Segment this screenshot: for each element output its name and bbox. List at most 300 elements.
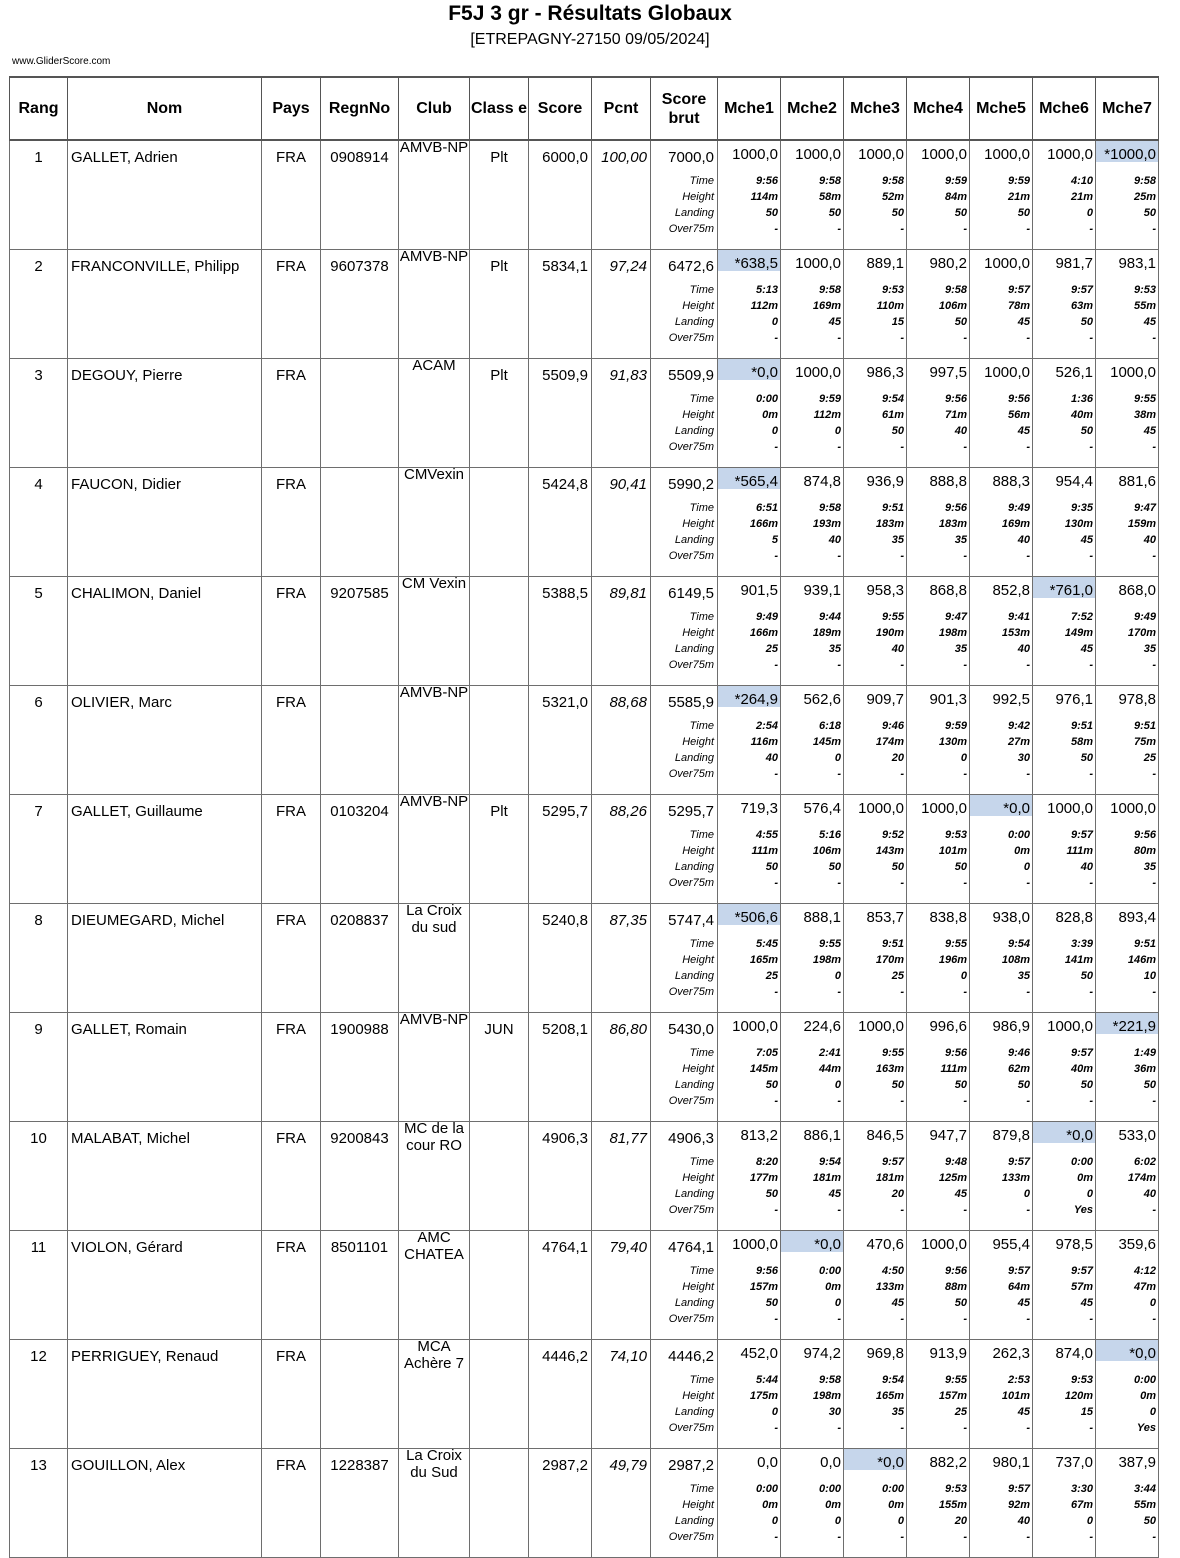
- round-over75m: Yes: [1136, 1422, 1156, 1434]
- round-landing: 50: [1143, 1515, 1156, 1527]
- rank-cell: 7: [10, 795, 68, 904]
- round-time: 9:53: [1070, 1374, 1093, 1386]
- round-score: 913,9: [929, 1345, 967, 1362]
- round-over75m: -: [1089, 986, 1093, 998]
- round-over75m: -: [837, 332, 841, 344]
- dropped-round-score: *0,0: [844, 1449, 906, 1470]
- round-height: 196m: [938, 954, 967, 966]
- detail-labels: [669, 1045, 714, 1109]
- event-subtitle: [ETREPAGNY-27150 09/05/2024]: [470, 31, 710, 48]
- score-cell: 4764,1: [529, 1231, 592, 1340]
- percent-cell: 81,77: [592, 1122, 651, 1231]
- round-landing: 0: [1086, 1515, 1093, 1527]
- round-height: 166m: [749, 627, 778, 639]
- column-header: Score: [529, 77, 592, 140]
- round-time: 3:30: [1070, 1483, 1093, 1495]
- round-time: 0:00: [755, 1483, 778, 1495]
- column-header: Rang: [10, 77, 68, 140]
- rank-cell: 9: [10, 1013, 68, 1122]
- table-row: [10, 1013, 1159, 1122]
- round-landing: 40: [891, 643, 904, 655]
- round-height: 58m: [1070, 736, 1093, 748]
- round-cell: [781, 1013, 844, 1122]
- round-over75m: -: [1026, 877, 1030, 889]
- round-time: 9:49: [755, 611, 778, 623]
- club-name: ACAM: [412, 357, 456, 374]
- raw-score-cell: [651, 577, 718, 686]
- round-over75m: -: [1026, 1204, 1030, 1216]
- round-details: [1008, 1481, 1030, 1545]
- round-time: 9:57: [1070, 1047, 1093, 1059]
- round-height: 155m: [938, 1499, 967, 1511]
- round-cell: [1033, 140, 1096, 250]
- round-landing: 50: [765, 861, 778, 873]
- detail-label: Time: [689, 938, 714, 950]
- round-cell: [844, 250, 907, 359]
- round-height: 146m: [1127, 954, 1156, 966]
- round-over75m: -: [1152, 332, 1156, 344]
- round-time: 9:56: [944, 502, 967, 514]
- pilot-name-cell: GALLET, Adrien: [68, 140, 262, 250]
- round-landing: 0: [834, 1515, 841, 1527]
- detail-label: Over75m: [668, 659, 714, 671]
- round-over75m: -: [1089, 1422, 1093, 1434]
- table-row: [10, 468, 1159, 577]
- round-score: 901,3: [929, 691, 967, 708]
- round-score: 980,2: [929, 255, 967, 272]
- raw-score-cell: [651, 1013, 718, 1122]
- detail-labels: [669, 1481, 714, 1545]
- percent-cell: 74,10: [592, 1340, 651, 1449]
- round-time: 9:46: [881, 720, 904, 732]
- rank-cell: 10: [10, 1122, 68, 1231]
- round-cell: [1096, 359, 1159, 468]
- detail-label: Time: [689, 1156, 714, 1168]
- round-landing: 0: [1149, 1297, 1156, 1309]
- round-time: 0:00: [818, 1265, 841, 1277]
- round-score: 888,1: [803, 909, 841, 926]
- round-height: 61m: [881, 409, 904, 421]
- table-row: [10, 250, 1159, 359]
- round-time: 4:12: [1133, 1265, 1156, 1277]
- round-details: [876, 1263, 904, 1327]
- percent-cell: 97,24: [592, 250, 651, 359]
- table-row: [10, 686, 1159, 795]
- round-height: 71m: [944, 409, 967, 421]
- detail-label: Over75m: [668, 223, 714, 235]
- round-time: 2:41: [818, 1047, 841, 1059]
- round-details: [1008, 827, 1030, 891]
- round-cell: [907, 577, 970, 686]
- round-landing: 50: [828, 207, 841, 219]
- round-details: [814, 391, 841, 455]
- round-height: 125m: [938, 1172, 967, 1184]
- raw-score-value: 5430,0: [668, 1021, 714, 1038]
- round-time: 9:57: [1070, 1265, 1093, 1277]
- round-over75m: -: [900, 768, 904, 780]
- round-cell: [970, 1013, 1033, 1122]
- round-over75m: -: [1026, 1095, 1030, 1107]
- round-height: 157m: [749, 1281, 778, 1293]
- round-landing: 0: [834, 752, 841, 764]
- round-landing: 45: [1017, 1297, 1030, 1309]
- pilot-name-cell: FAUCON, Didier: [68, 468, 262, 577]
- round-landing: 50: [765, 207, 778, 219]
- pilot-name-cell: VIOLON, Gérard: [68, 1231, 262, 1340]
- round-time: 9:46: [1007, 1047, 1030, 1059]
- rank-cell: 6: [10, 686, 68, 795]
- round-score: 947,7: [929, 1127, 967, 1144]
- round-cell: [970, 359, 1033, 468]
- round-time: 3:39: [1070, 938, 1093, 950]
- round-height: 0m: [1077, 1172, 1093, 1184]
- round-score: 874,0: [1055, 1345, 1093, 1362]
- round-over75m: -: [963, 1095, 967, 1107]
- detail-labels: [669, 500, 714, 564]
- round-cell: [970, 577, 1033, 686]
- round-time: 4:50: [881, 1265, 904, 1277]
- rank-cell: 2: [10, 250, 68, 359]
- dropped-round-score: *0,0: [718, 359, 780, 380]
- round-details: [750, 1154, 778, 1218]
- round-details: [1066, 827, 1093, 891]
- round-cell: [1033, 1122, 1096, 1231]
- registration-cell: [321, 359, 399, 468]
- round-height: 141m: [1064, 954, 1093, 966]
- round-height: 21m: [1007, 191, 1030, 203]
- pilot-name-cell: DIEUMEGARD, Michel: [68, 904, 262, 1013]
- round-time: 9:55: [881, 611, 904, 623]
- round-time: 5:45: [755, 938, 778, 950]
- round-over75m: -: [774, 1095, 778, 1107]
- round-landing: 50: [1017, 1079, 1030, 1091]
- dropped-round-score: *0,0: [781, 1231, 843, 1252]
- round-score: 879,8: [992, 1127, 1030, 1144]
- registration-cell: 9207585: [321, 577, 399, 686]
- round-over75m: -: [1026, 441, 1030, 453]
- round-over75m: -: [1026, 223, 1030, 235]
- round-height: 165m: [875, 1390, 904, 1402]
- round-cell: [970, 140, 1033, 250]
- raw-score-cell: [651, 795, 718, 904]
- round-height: 130m: [1064, 518, 1093, 530]
- club-cell: [399, 577, 470, 686]
- round-score: 1000,0: [795, 146, 841, 163]
- round-cell: [1096, 1340, 1159, 1449]
- round-time: 5:44: [755, 1374, 778, 1386]
- class-cell: JUN: [470, 1013, 529, 1122]
- round-height: 0m: [1140, 1390, 1156, 1402]
- detail-label: Height: [682, 1281, 714, 1293]
- round-cell: [1096, 468, 1159, 577]
- round-landing: 25: [1143, 752, 1156, 764]
- club-name: AMVB-NP: [399, 139, 469, 156]
- round-score: 992,5: [992, 691, 1030, 708]
- round-details: [945, 1263, 967, 1327]
- round-cell: [970, 468, 1033, 577]
- country-cell: FRA: [262, 1340, 321, 1449]
- round-score: 893,4: [1118, 909, 1156, 926]
- round-cell: [718, 1231, 781, 1340]
- round-cell: [781, 577, 844, 686]
- round-score: 996,6: [929, 1018, 967, 1035]
- round-cell: [970, 795, 1033, 904]
- round-details: [1134, 282, 1156, 346]
- round-height: 0m: [1014, 845, 1030, 857]
- class-cell: [470, 686, 529, 795]
- round-landing: 0: [834, 425, 841, 437]
- round-landing: 45: [1017, 425, 1030, 437]
- round-time: 9:56: [944, 1265, 967, 1277]
- round-score: 1000,0: [1110, 364, 1156, 381]
- registration-cell: 9200843: [321, 1122, 399, 1231]
- round-over75m: -: [963, 550, 967, 562]
- detail-label: Landing: [674, 1188, 714, 1200]
- column-header: Class e: [470, 77, 529, 140]
- detail-label: Height: [682, 845, 714, 857]
- round-details: [876, 936, 904, 1000]
- round-score: 997,5: [929, 364, 967, 381]
- club-name: La Croix du Sud: [406, 1447, 462, 1481]
- round-over75m: -: [1026, 659, 1030, 671]
- raw-score-value: 5747,4: [668, 912, 714, 929]
- round-cell: [1096, 686, 1159, 795]
- raw-score-cell: [651, 359, 718, 468]
- detail-label: Landing: [674, 861, 714, 873]
- round-over75m: -: [900, 550, 904, 562]
- round-landing: 45: [1017, 316, 1030, 328]
- round-score: 1000,0: [1047, 1018, 1093, 1035]
- round-landing: 0: [771, 316, 778, 328]
- column-header: Mche1: [718, 77, 781, 140]
- round-score: 1000,0: [795, 255, 841, 272]
- round-over75m: -: [774, 332, 778, 344]
- score-cell: 5208,1: [529, 1013, 592, 1122]
- round-over75m: -: [900, 223, 904, 235]
- round-landing: 45: [1143, 316, 1156, 328]
- round-score: 1000,0: [732, 1236, 778, 1253]
- round-landing: 50: [765, 1079, 778, 1091]
- round-score: 0,0: [820, 1454, 841, 1471]
- detail-labels: [669, 827, 714, 891]
- country-cell: FRA: [262, 795, 321, 904]
- dropped-round-score: *0,0: [1033, 1122, 1095, 1143]
- round-details: [939, 1481, 967, 1545]
- dropped-round-score: *0,0: [970, 795, 1032, 816]
- pilot-name-cell: OLIVIER, Marc: [68, 686, 262, 795]
- registration-cell: [321, 468, 399, 577]
- round-height: 159m: [1127, 518, 1156, 530]
- detail-label: Height: [682, 518, 714, 530]
- round-over75m: -: [1152, 768, 1156, 780]
- detail-labels: [669, 282, 714, 346]
- round-landing: 35: [954, 534, 967, 546]
- round-time: 0:00: [818, 1483, 841, 1495]
- round-cell: [718, 359, 781, 468]
- round-over75m: -: [1089, 659, 1093, 671]
- round-details: [1002, 500, 1030, 564]
- detail-label: Over75m: [668, 441, 714, 453]
- country-cell: FRA: [262, 686, 321, 795]
- round-over75m: -: [837, 1095, 841, 1107]
- round-time: 0:00: [1070, 1156, 1093, 1168]
- round-height: 174m: [1127, 1172, 1156, 1184]
- round-time: 9:56: [944, 1047, 967, 1059]
- round-score: 1000,0: [858, 1018, 904, 1035]
- raw-score-cell: [651, 1231, 718, 1340]
- round-cell: [718, 1340, 781, 1449]
- round-score: 576,4: [803, 800, 841, 817]
- round-cell: [970, 1231, 1033, 1340]
- score-cell: 4906,3: [529, 1122, 592, 1231]
- round-time: 9:59: [944, 175, 967, 187]
- round-details: [1071, 1045, 1093, 1109]
- round-time: 9:55: [818, 938, 841, 950]
- raw-score-value: 6149,5: [668, 585, 714, 602]
- round-details: [1128, 500, 1156, 564]
- club-name: AMVB-NP: [399, 1011, 469, 1028]
- raw-score-cell: [651, 1122, 718, 1231]
- round-score: 1000,0: [1047, 146, 1093, 163]
- round-cell: [844, 904, 907, 1013]
- raw-score-cell: [651, 140, 718, 250]
- detail-labels: [669, 936, 714, 1000]
- round-over75m: -: [774, 1204, 778, 1216]
- round-details: [1008, 391, 1030, 455]
- round-height: 163m: [875, 1063, 904, 1075]
- round-time: 9:56: [944, 393, 967, 405]
- round-time: 9:57: [1070, 829, 1093, 841]
- round-cell: [718, 686, 781, 795]
- round-height: 170m: [1127, 627, 1156, 639]
- round-over75m: -: [1089, 223, 1093, 235]
- round-height: 198m: [812, 1390, 841, 1402]
- round-details: [939, 609, 967, 673]
- round-over75m: -: [1026, 332, 1030, 344]
- round-details: [750, 500, 778, 564]
- round-height: 55m: [1133, 1499, 1156, 1511]
- round-score: 901,5: [740, 582, 778, 599]
- round-height: 75m: [1133, 736, 1156, 748]
- round-details: [1134, 1263, 1156, 1327]
- table-row: [10, 1231, 1159, 1340]
- round-landing: 40: [1143, 1188, 1156, 1200]
- registration-cell: 1228387: [321, 1449, 399, 1558]
- round-over75m: -: [1089, 332, 1093, 344]
- detail-labels: [669, 609, 714, 673]
- round-details: [813, 1372, 841, 1436]
- round-time: 4:55: [755, 829, 778, 841]
- round-cell: [970, 1340, 1033, 1449]
- round-height: 181m: [812, 1172, 841, 1184]
- round-over75m: -: [1152, 659, 1156, 671]
- raw-score-cell: [651, 1449, 718, 1558]
- detail-label: Height: [682, 627, 714, 639]
- column-header: Score brut: [651, 77, 718, 140]
- round-landing: 0: [771, 1515, 778, 1527]
- detail-labels: [669, 173, 714, 237]
- round-height: 145m: [812, 736, 841, 748]
- detail-label: Landing: [674, 425, 714, 437]
- round-score: 0,0: [757, 1454, 778, 1471]
- round-landing: 0: [1086, 207, 1093, 219]
- registration-cell: [321, 1340, 399, 1449]
- round-score: 1000,0: [858, 146, 904, 163]
- round-height: 88m: [944, 1281, 967, 1293]
- score-cell: 2987,2: [529, 1449, 592, 1558]
- detail-label: Time: [689, 720, 714, 732]
- round-height: 44m: [818, 1063, 841, 1075]
- round-score: 936,9: [866, 473, 904, 490]
- round-landing: 20: [891, 1188, 904, 1200]
- round-landing: 25: [765, 970, 778, 982]
- round-over75m: -: [1152, 223, 1156, 235]
- round-cell: [844, 1122, 907, 1231]
- round-details: [1065, 1372, 1093, 1436]
- detail-label: Time: [689, 611, 714, 623]
- round-time: 9:59: [818, 393, 841, 405]
- round-details: [876, 827, 904, 891]
- detail-label: Landing: [674, 534, 714, 546]
- round-score: 888,3: [992, 473, 1030, 490]
- round-landing: 40: [828, 534, 841, 546]
- round-over75m: -: [963, 1204, 967, 1216]
- round-cell: [1033, 795, 1096, 904]
- round-height: 0m: [825, 1499, 841, 1511]
- round-over75m: -: [1152, 986, 1156, 998]
- round-score: 224,6: [803, 1018, 841, 1035]
- pilot-name-cell: GALLET, Romain: [68, 1013, 262, 1122]
- round-over75m: -: [900, 659, 904, 671]
- round-details: [1128, 936, 1156, 1000]
- detail-labels: [669, 1154, 714, 1218]
- detail-label: Landing: [674, 643, 714, 655]
- score-cell: 4446,2: [529, 1340, 592, 1449]
- round-cell: [844, 1231, 907, 1340]
- round-cell: [1033, 1231, 1096, 1340]
- round-score: 1000,0: [984, 364, 1030, 381]
- round-over75m: -: [900, 441, 904, 453]
- round-cell: [970, 1122, 1033, 1231]
- round-height: 111m: [751, 845, 778, 857]
- country-cell: FRA: [262, 250, 321, 359]
- detail-labels: [669, 1263, 714, 1327]
- round-time: 9:51: [881, 502, 904, 514]
- dropped-round-score: *761,0: [1033, 577, 1095, 598]
- round-over75m: -: [837, 550, 841, 562]
- round-time: 9:51: [1133, 938, 1156, 950]
- round-over75m: -: [774, 550, 778, 562]
- round-details: [756, 391, 778, 455]
- round-time: 9:55: [1133, 393, 1156, 405]
- round-time: 9:58: [818, 175, 841, 187]
- rank-cell: 8: [10, 904, 68, 1013]
- round-landing: 40: [1017, 643, 1030, 655]
- round-landing: 0: [771, 425, 778, 437]
- class-cell: Plt: [470, 359, 529, 468]
- raw-score-value: 5585,9: [668, 694, 714, 711]
- round-details: [1002, 1154, 1030, 1218]
- round-details: [813, 936, 841, 1000]
- country-cell: FRA: [262, 1122, 321, 1231]
- round-score: 719,3: [740, 800, 778, 817]
- round-over75m: -: [900, 1204, 904, 1216]
- round-details: [813, 718, 841, 782]
- column-header: Mche5: [970, 77, 1033, 140]
- club-cell: [399, 1340, 470, 1449]
- round-landing: 50: [1017, 207, 1030, 219]
- column-header: Mche2: [781, 77, 844, 140]
